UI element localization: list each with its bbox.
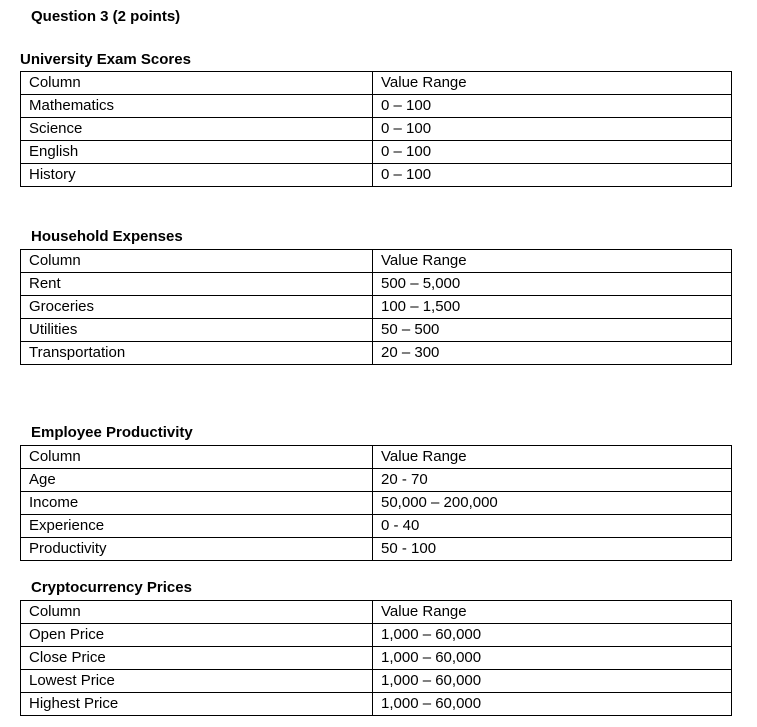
row-value: 100 – 1,500 [373,296,732,319]
exam-scores-table [20,71,732,187]
header-cell-column: Column [21,250,373,273]
question-title: Question 3 (2 points) [31,8,181,25]
row-label: Groceries [21,296,373,319]
row-value: 0 - 40 [373,515,732,538]
row-value: 0 – 100 [373,164,732,187]
row-label: English [21,141,373,164]
row-label: Productivity [21,538,373,561]
header-cell-value-range: Value Range [373,446,732,469]
household-expenses-table [20,249,732,365]
row-label: Rent [21,273,373,296]
row-label: Science [21,118,373,141]
table-title-cryptocurrency-prices: Cryptocurrency Prices [31,579,192,596]
employee-productivity-table [20,445,732,561]
row-label: Highest Price [21,693,373,716]
row-value: 0 – 100 [373,95,732,118]
row-value: 500 – 5,000 [373,273,732,296]
row-value: 0 – 100 [373,118,732,141]
table-row [21,342,732,365]
header-cell-column: Column [21,446,373,469]
table-row [21,670,732,693]
row-value: 1,000 – 60,000 [373,670,732,693]
row-label: Close Price [21,647,373,670]
header-cell-value-range: Value Range [373,601,732,624]
table-row [21,624,732,647]
header-cell-column: Column [21,72,373,95]
row-value: 1,000 – 60,000 [373,624,732,647]
row-label: Income [21,492,373,515]
row-value: 20 – 300 [373,342,732,365]
table-header-row [21,250,732,273]
table-row [21,164,732,187]
table-title-employee-productivity: Employee Productivity [31,424,193,441]
row-label: History [21,164,373,187]
table-title-exam-scores: University Exam Scores [20,51,191,68]
row-value: 50,000 – 200,000 [373,492,732,515]
header-cell-value-range: Value Range [373,72,732,95]
table-row [21,273,732,296]
row-label: Transportation [21,342,373,365]
row-value: 1,000 – 60,000 [373,647,732,670]
row-label: Utilities [21,319,373,342]
table-row [21,319,732,342]
table-row [21,538,732,561]
table-row [21,515,732,538]
table-title-household-expenses: Household Expenses [31,228,183,245]
table-row [21,95,732,118]
table-row [21,492,732,515]
row-label: Experience [21,515,373,538]
table-row [21,118,732,141]
table-row [21,141,732,164]
table-row [21,469,732,492]
table-header-row [21,446,732,469]
row-label: Open Price [21,624,373,647]
row-value: 20 - 70 [373,469,732,492]
row-value: 50 – 500 [373,319,732,342]
row-value: 50 - 100 [373,538,732,561]
row-value: 1,000 – 60,000 [373,693,732,716]
table-row [21,296,732,319]
table-header-row [21,72,732,95]
table-header-row [21,601,732,624]
header-cell-value-range: Value Range [373,250,732,273]
table-row [21,647,732,670]
table-row [21,693,732,716]
cryptocurrency-prices-table [20,600,732,716]
row-label: Lowest Price [21,670,373,693]
header-cell-column: Column [21,601,373,624]
row-label: Age [21,469,373,492]
row-label: Mathematics [21,95,373,118]
row-value: 0 – 100 [373,141,732,164]
